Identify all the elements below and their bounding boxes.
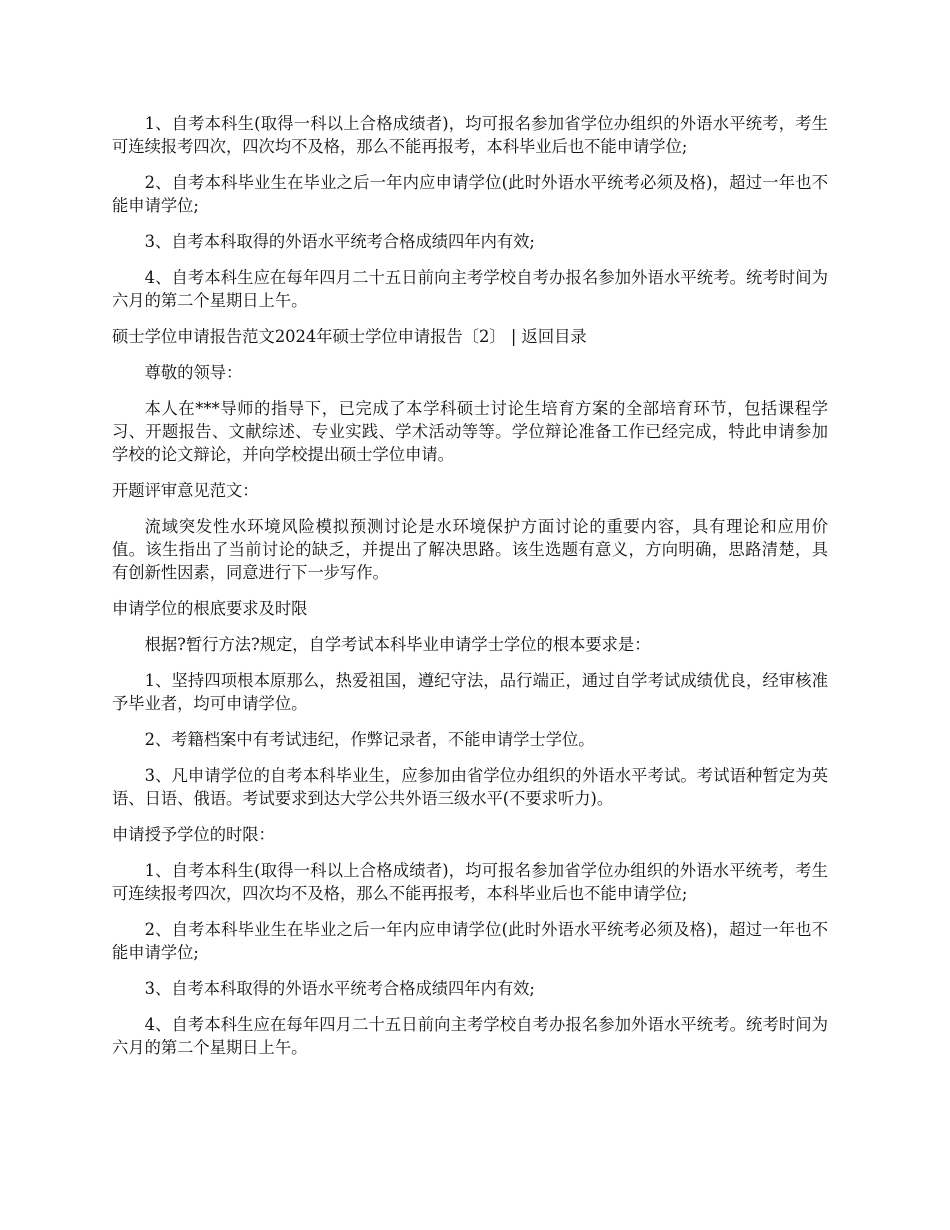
- paragraph-requirement-2: 2、考籍档案中有考试违纪，作弊记录者，不能申请学士学位。: [144, 730, 595, 749]
- paragraph-2: 2、自考本科毕业生在毕业之后一年内应申请学位(此时外语水平统考必须及格)，超过一年也不能申请学位;: [112, 173, 828, 215]
- paragraph-1: 1、自考本科生(取得一科以上合格成绩者)，均可报名参加省学位办组织的外语水平统考，考生可连续报考四次，四次均不及格，那么不能再报考，本科毕业后也不能申请学位;: [112, 114, 828, 156]
- section-heading-report: 硕士学位申请报告范文2024年硕士学位申请报告〔2〕 | 返回目录: [112, 327, 587, 346]
- paragraph-limit-2: 2、自考本科毕业生在毕业之后一年内应申请学位(此时外语水平统考必须及格)，超过一年也不能申请学位;: [112, 920, 828, 962]
- section-heading-review: 开题评审意见范文：: [112, 481, 259, 500]
- paragraph-4: 4、自考本科生应在每年四月二十五日前向主考学校自考办报名参加外语水平统考。统考时间为六月的第二个星期日上午。: [112, 268, 828, 310]
- paragraph-requirement-1: 1、坚持四项根本原那么，热爱祖国，遵纪守法，品行端正，通过自学考试成绩优良，经审核准予毕业者，均可申请学位。: [112, 671, 828, 713]
- paragraph-limit-1: 1、自考本科生(取得一科以上合格成绩者)，均可报名参加省学位办组织的外语水平统考，考生可连续报考四次，四次均不及格，那么不能再报考，本科毕业后也不能申请学位;: [112, 861, 828, 903]
- paragraph-3: 3、自考本科取得的外语水平统考合格成绩四年内有效;: [144, 232, 535, 251]
- document-page: [112, 112, 828, 1072]
- section-heading-time-limit: 申请授予学位的时限：: [112, 825, 275, 844]
- paragraph-limit-3: 3、自考本科取得的外语水平统考合格成绩四年内有效;: [144, 979, 535, 998]
- paragraph-requirement-3: 3、凡申请学位的自考本科毕业生，应参加由省学位办组织的外语水平考试。考试语种暂定为英语、日语、俄语。考试要求到达大学公共外语三级水平(不要求听力)。: [112, 766, 828, 808]
- paragraph-review: 流域突发性水环境风险模拟预测讨论是水环境保护方面讨论的重要内容，具有理论和应用价值。该生指出了当前讨论的缺乏，并提出了解决思路。该生选题有意义，方向明确，思路清楚，具有创新性因素，同意进行下一步写作。: [112, 517, 828, 582]
- section-heading-requirements: 申请学位的根底要求及时限: [112, 599, 308, 618]
- salutation: 尊敬的领导：: [144, 363, 243, 382]
- paragraph-limit-4: 4、自考本科生应在每年四月二十五日前向主考学校自考办报名参加外语水平统考。统考时间为六月的第二个星期日上午。: [112, 1015, 828, 1057]
- paragraph-basis: 根据?暂行方法?规定，自学考试本科毕业申请学士学位的根本要求是：: [144, 635, 651, 654]
- paragraph-application: 本人在***导师的指导下，已完成了本学科硕士讨论生培育方案的全部培育环节，包括课程学习、开题报告、文献综述、专业实践、学术活动等等。学位辩论准备工作已经完成，特此申请参加学校的论文辩论，并向学校提出硕士学位申请。: [112, 399, 828, 464]
